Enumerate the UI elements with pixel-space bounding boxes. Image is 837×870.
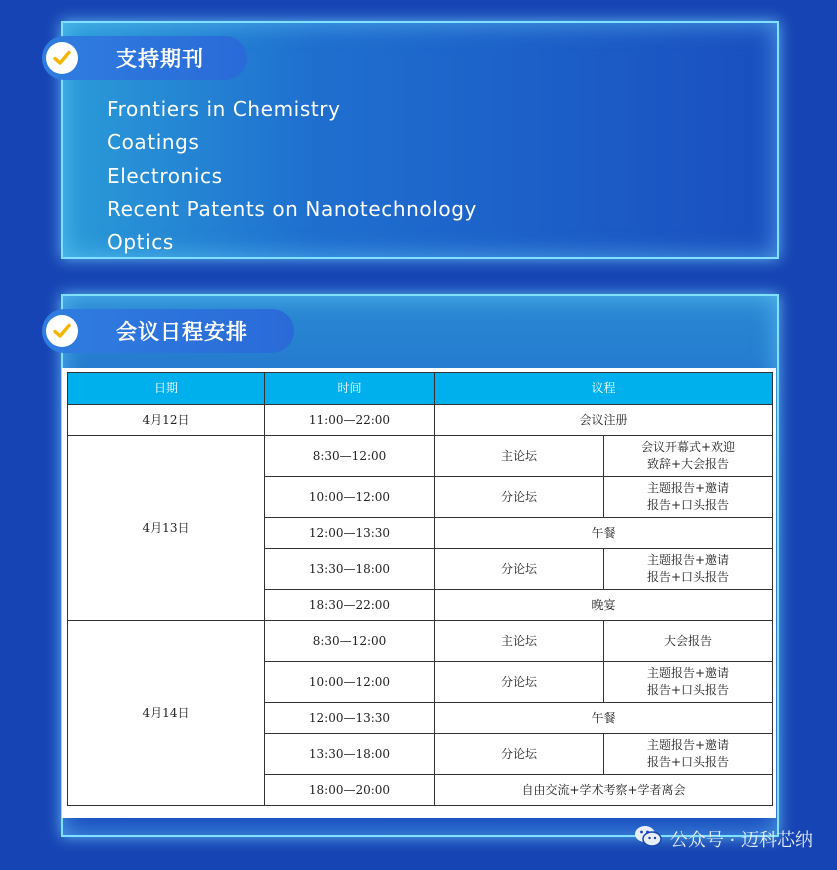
content-line: 报告+口头报告 <box>646 570 730 584</box>
journal-item: Recent Patents on Nanotechnology <box>107 196 477 221</box>
time-cell: 13:30—18:00 <box>265 549 435 590</box>
time-cell: 8:30—12:00 <box>265 436 435 477</box>
time-cell: 12:00—13:30 <box>265 703 435 734</box>
agenda-cell: 会议注册 <box>435 405 773 436</box>
content-cell <box>604 662 773 703</box>
schedule-table-container <box>62 368 776 818</box>
journal-item: Frontiers in Chemistry <box>107 97 341 121</box>
agenda-cell: 晚宴 <box>435 590 773 621</box>
agenda-cell: 自由交流+学术考察+学者离会 <box>435 775 773 806</box>
time-cell: 8:30—12:00 <box>265 621 435 662</box>
table-header-row <box>68 373 773 405</box>
watermark-text: 公众号 · 迈科芯纳 <box>669 829 813 851</box>
date-cell: 4月14日 <box>68 621 265 806</box>
check-icon <box>46 42 78 74</box>
session-cell: 分论坛 <box>435 734 604 775</box>
watermark <box>634 824 813 853</box>
content-cell <box>604 734 773 775</box>
time-cell: 10:00—12:00 <box>265 662 435 703</box>
table-row <box>68 405 773 436</box>
content-line: 致辞+大会报告 <box>646 457 730 471</box>
content-line: 主题报告+邀请 <box>646 481 730 495</box>
journal-item: Optics <box>107 230 174 255</box>
content-line: 主题报告+邀请 <box>646 666 730 680</box>
content-cell <box>604 436 773 477</box>
agenda-cell: 午餐 <box>435 518 773 549</box>
time-cell: 18:00—20:00 <box>265 775 435 806</box>
content-cell <box>604 477 773 518</box>
table-row <box>68 621 773 662</box>
journal-item: Electronics <box>107 163 223 188</box>
header-time: 时间 <box>265 373 435 405</box>
session-cell: 分论坛 <box>435 662 604 703</box>
schedule-table <box>67 372 773 806</box>
header-agenda: 议程 <box>435 373 773 405</box>
session-cell: 分论坛 <box>435 549 604 590</box>
time-cell: 12:00—13:30 <box>265 518 435 549</box>
content-line: 主题报告+邀请 <box>646 738 730 752</box>
session-cell: 主论坛 <box>435 436 604 477</box>
schedule-header-pill <box>42 309 294 353</box>
journals-header-pill <box>42 36 247 80</box>
time-cell: 18:30—22:00 <box>265 590 435 621</box>
header-date: 日期 <box>68 373 265 405</box>
journal-list <box>107 95 477 261</box>
table-row <box>68 436 773 477</box>
check-icon <box>46 315 78 347</box>
date-cell: 4月12日 <box>68 405 265 436</box>
session-cell: 主论坛 <box>435 621 604 662</box>
agenda-cell: 午餐 <box>435 703 773 734</box>
content-line: 会议开幕式+欢迎 <box>640 440 736 454</box>
wechat-icon <box>634 824 662 853</box>
content-cell <box>604 549 773 590</box>
schedule-title: 会议日程安排 <box>116 320 248 344</box>
time-cell: 13:30—18:00 <box>265 734 435 775</box>
journal-item: Coatings <box>107 130 200 155</box>
content-line: 报告+口头报告 <box>646 498 730 512</box>
session-cell: 分论坛 <box>435 477 604 518</box>
content-line: 主题报告+邀请 <box>646 553 730 567</box>
date-cell: 4月13日 <box>68 436 265 621</box>
journals-title: 支持期刊 <box>116 47 204 71</box>
content-line: 报告+口头报告 <box>646 683 730 697</box>
time-cell: 10:00—12:00 <box>265 477 435 518</box>
content-cell: 大会报告 <box>604 621 773 662</box>
time-cell: 11:00—22:00 <box>265 405 435 436</box>
content-line: 报告+口头报告 <box>646 755 730 769</box>
